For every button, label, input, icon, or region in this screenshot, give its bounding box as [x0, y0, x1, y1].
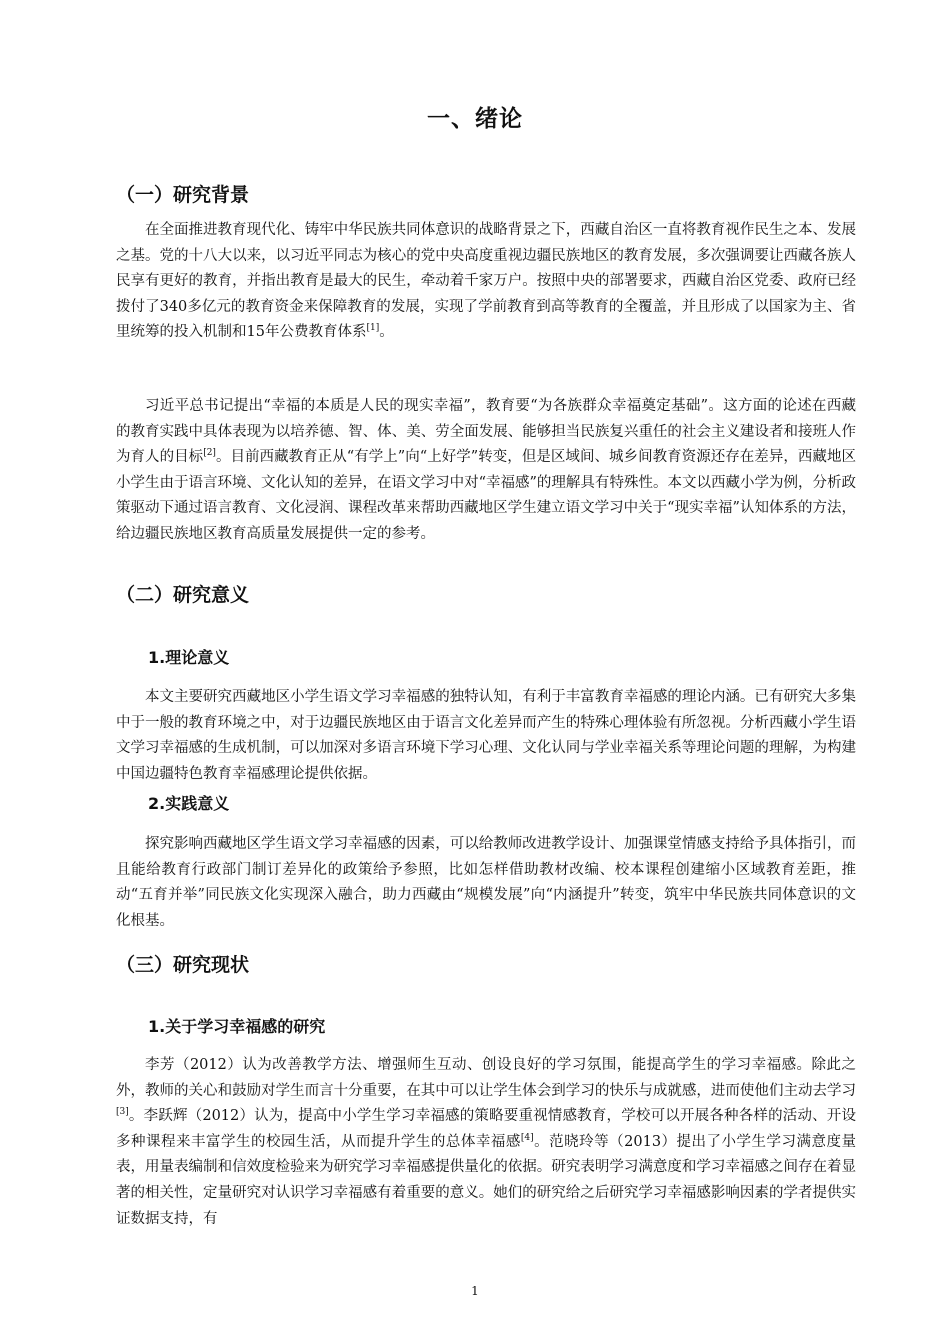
subsection-heading-theory: 1.理论意义 [148, 648, 230, 667]
section-heading-background: （一）研究背景 [116, 184, 250, 206]
subsection-heading-happiness-research: 1.关于学习幸福感的研究 [148, 1017, 326, 1036]
citation-ref: [4] [520, 1132, 534, 1143]
citation-ref: [3] [116, 1107, 129, 1118]
paragraph-happiness-research: 李芳（2012）认为改善教学方法、增强师生互动、创设良好的学习氛围，能提高学生的学习幸福感。除此之外，教师的关心和鼓励对学生而言十分重要，在其中可以让学生体会到学习的快乐与成就感，进而使他们主动去学习[3]。李跃辉（2012）认为，提高中小学生学习幸福感的策略要重视情感教育，学校可以开展各种各样的活动、开设多种课程来丰富学生的校园生活，从而提升学生的总体幸福感[4]。范晓玲等（2013）提出了小学生学习满意度量表，用量表编制和信效度检验来为研究学习幸福感提供量化的依据。研究表明学习满意度和学习幸福感之间存在着显著的相关性，定量研究对认识学习幸福感有着重要的意义。她们的研究给之后研究学习幸福感影响因素的学者提供实证数据支持，有 [116, 1057, 857, 1227]
paragraph-theory: 本文主要研究西藏地区小学生语文学习幸福感的独特认知，有利于丰富教育幸福感的理论内涵。已有研究大多集中于一般的教育环境之中，对于边疆民族地区由于语言文化差异而产生的特殊心理体验有所忽视。分析西藏小学生语文学习幸福感的生成机制，可以加深对多语言环境下学习心理、文化认同与学业幸福关系等理论问题的理解，为构建中国边疆特色教育幸福感理论提供依据。 [116, 689, 856, 782]
citation-ref: [1] [366, 323, 380, 334]
subsection-heading-practice: 2.实践意义 [148, 794, 230, 813]
section-heading-status: （三）研究现状 [116, 954, 250, 976]
paragraph-practice: 探究影响西藏地区学生语文学习幸福感的因素，可以给教师改进教学设计、加强课堂情感支持给予具体指引，而且能给教育行政部门制订差异化的政策给予参照，比如怎样借助教材改编、校本课程创建缩小区域教育差距，推动“五育并举”同民族文化实现深入融合，助力西藏由“规模发展”向“内涵提升”转变，筑牢中华民族共同体意识的文化根基。 [116, 836, 856, 929]
paragraph-background-2: 习近平总书记提出“幸福的本质是人民的现实幸福”，教育要“为各族群众幸福奠定基础”。这方面的论述在西藏的教育实践中具体表现为以培养德、智、体、美、劳全面发展、能够担当民族复兴重任的社会主义建设者和接班人作为育人的目标[2]。目前西藏教育正从“有学上”向“上好学”转变，但是区域间、城乡间教育资源还存在差异，西藏地区小学生由于语言环境、文化认知的差异，在语文学习中对“幸福感”的理解具有特殊性。本文以西藏小学为例，分析政策驱动下通过语言教育、文化浸润、课程改革来帮助西藏地区学生建立语文学习中关于“现实幸福”认知体系的方法，给边疆民族地区教育高质量发展提供一定的参考。 [116, 398, 856, 542]
chapter-title: 一、绪论 [427, 106, 523, 132]
section-heading-significance: （二）研究意义 [116, 584, 250, 606]
paragraph-background-1: 在全面推进教育现代化、铸牢中华民族共同体意识的战略背景之下，西藏自治区一直将教育视作民生之本、发展之基。党的十八大以来，以习近平同志为核心的党中央高度重视边疆民族地区的教育发展，多次强调要让西藏各族人民享有更好的教育，并指出教育是最大的民生，牵动着千家万户。按照中央的部署要求，西藏自治区党委、政府已经拨付了340多亿元的教育资金来保障教育的发展，实现了学前教育到高等教育的全覆盖，并且形成了以国家为主、省里统筹的投入机制和15年公费教育体系[1]。 [116, 222, 856, 341]
citation-ref: [2] [203, 448, 216, 459]
page-number: 1 [471, 1284, 479, 1298]
